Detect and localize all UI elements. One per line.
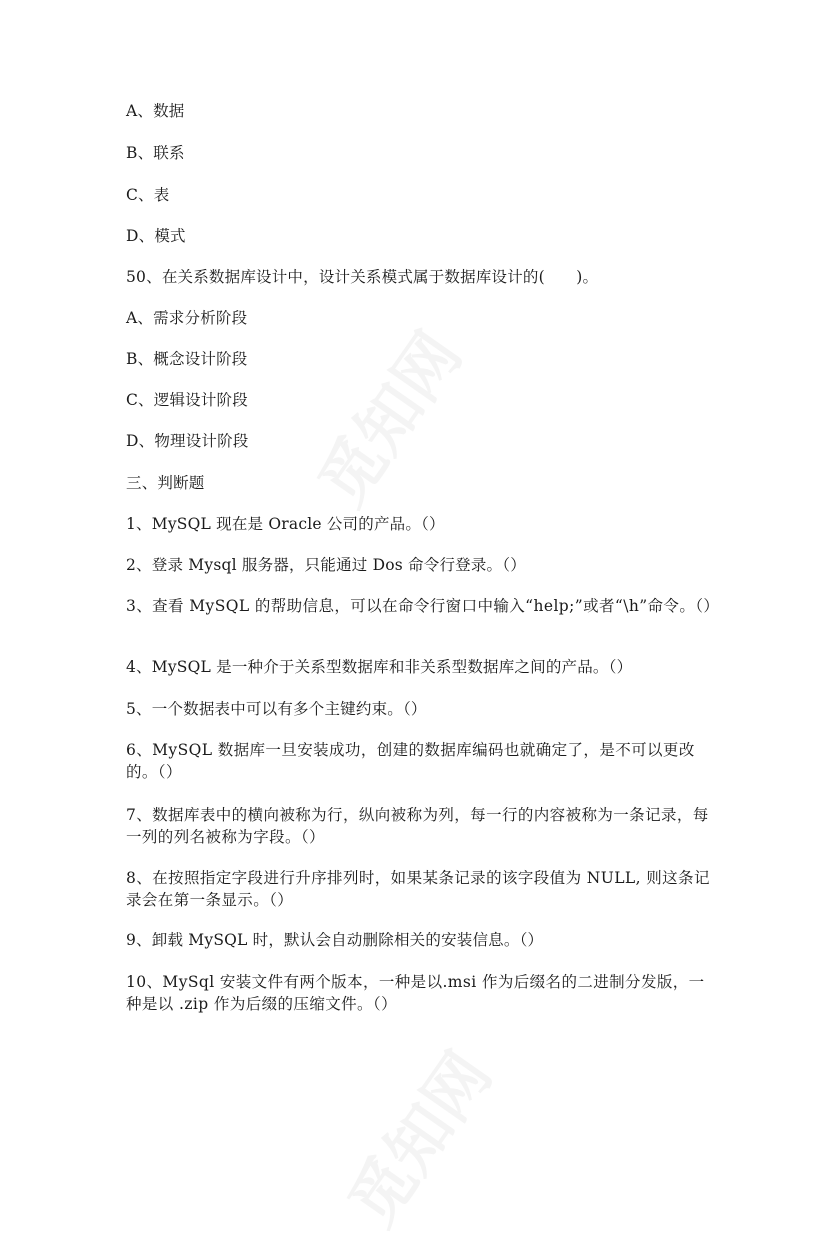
tf-question-7: 7、数据库表中的横向被称为行，纵向被称为列，每一行的内容被称为一条记录，每一列的列名被称为字段。（）	[126, 806, 709, 846]
tf-question-4: 4、MySQL 是一种介于关系型数据库和非关系型数据库之间的产品。（）	[126, 658, 633, 676]
option-c-table: C、表	[126, 186, 170, 204]
tf-question-8: 8、在按照指定字段进行升序排列时，如果某条记录的该字段值为 NULL, 则这条记录会在第一条显示。（）	[126, 869, 710, 909]
option-a-data: A、数据	[126, 102, 185, 120]
watermark-bottom	[323, 1031, 508, 1241]
question-50: 50、在关系数据库设计中，设计关系模式属于数据库设计的( )。	[126, 268, 599, 286]
option-a-requirements: A、需求分析阶段	[126, 309, 248, 327]
option-c-logical: C、逻辑设计阶段	[126, 391, 248, 409]
tf-question-6: 6、MySQL 数据库一旦安装成功，创建的数据库编码也就确定了，是不可以更改的。（）	[126, 741, 695, 781]
tf-question-3: 3、查看 MySQL 的帮助信息，可以在命令行窗口中输入“help;”或者“\h”命令。（）	[126, 597, 720, 615]
section-heading-true-false: 三、判断题	[126, 474, 205, 492]
tf-question-10: 10、MySql 安装文件有两个版本，一种是以.msi 作为后缀名的二进制分发版，一种是以 .zip 作为后缀的压缩文件。（）	[126, 973, 705, 1013]
tf-question-5: 5、一个数据表中可以有多个主键约束。（）	[126, 700, 427, 718]
option-b-relation: B、联系	[126, 144, 185, 162]
tf-question-1: 1、MySQL 现在是 Oracle 公司的产品。（）	[126, 515, 445, 533]
tf-question-9: 9、卸载 MySQL 时，默认会自动删除相关的安装信息。（）	[126, 931, 544, 949]
option-d-schema: D、模式	[126, 227, 186, 245]
tf-question-2: 2、登录 Mysql 服务器，只能通过 Dos 命令行登录。（）	[126, 556, 526, 574]
option-d-physical: D、物理设计阶段	[126, 432, 249, 450]
option-b-conceptual: B、概念设计阶段	[126, 350, 248, 368]
